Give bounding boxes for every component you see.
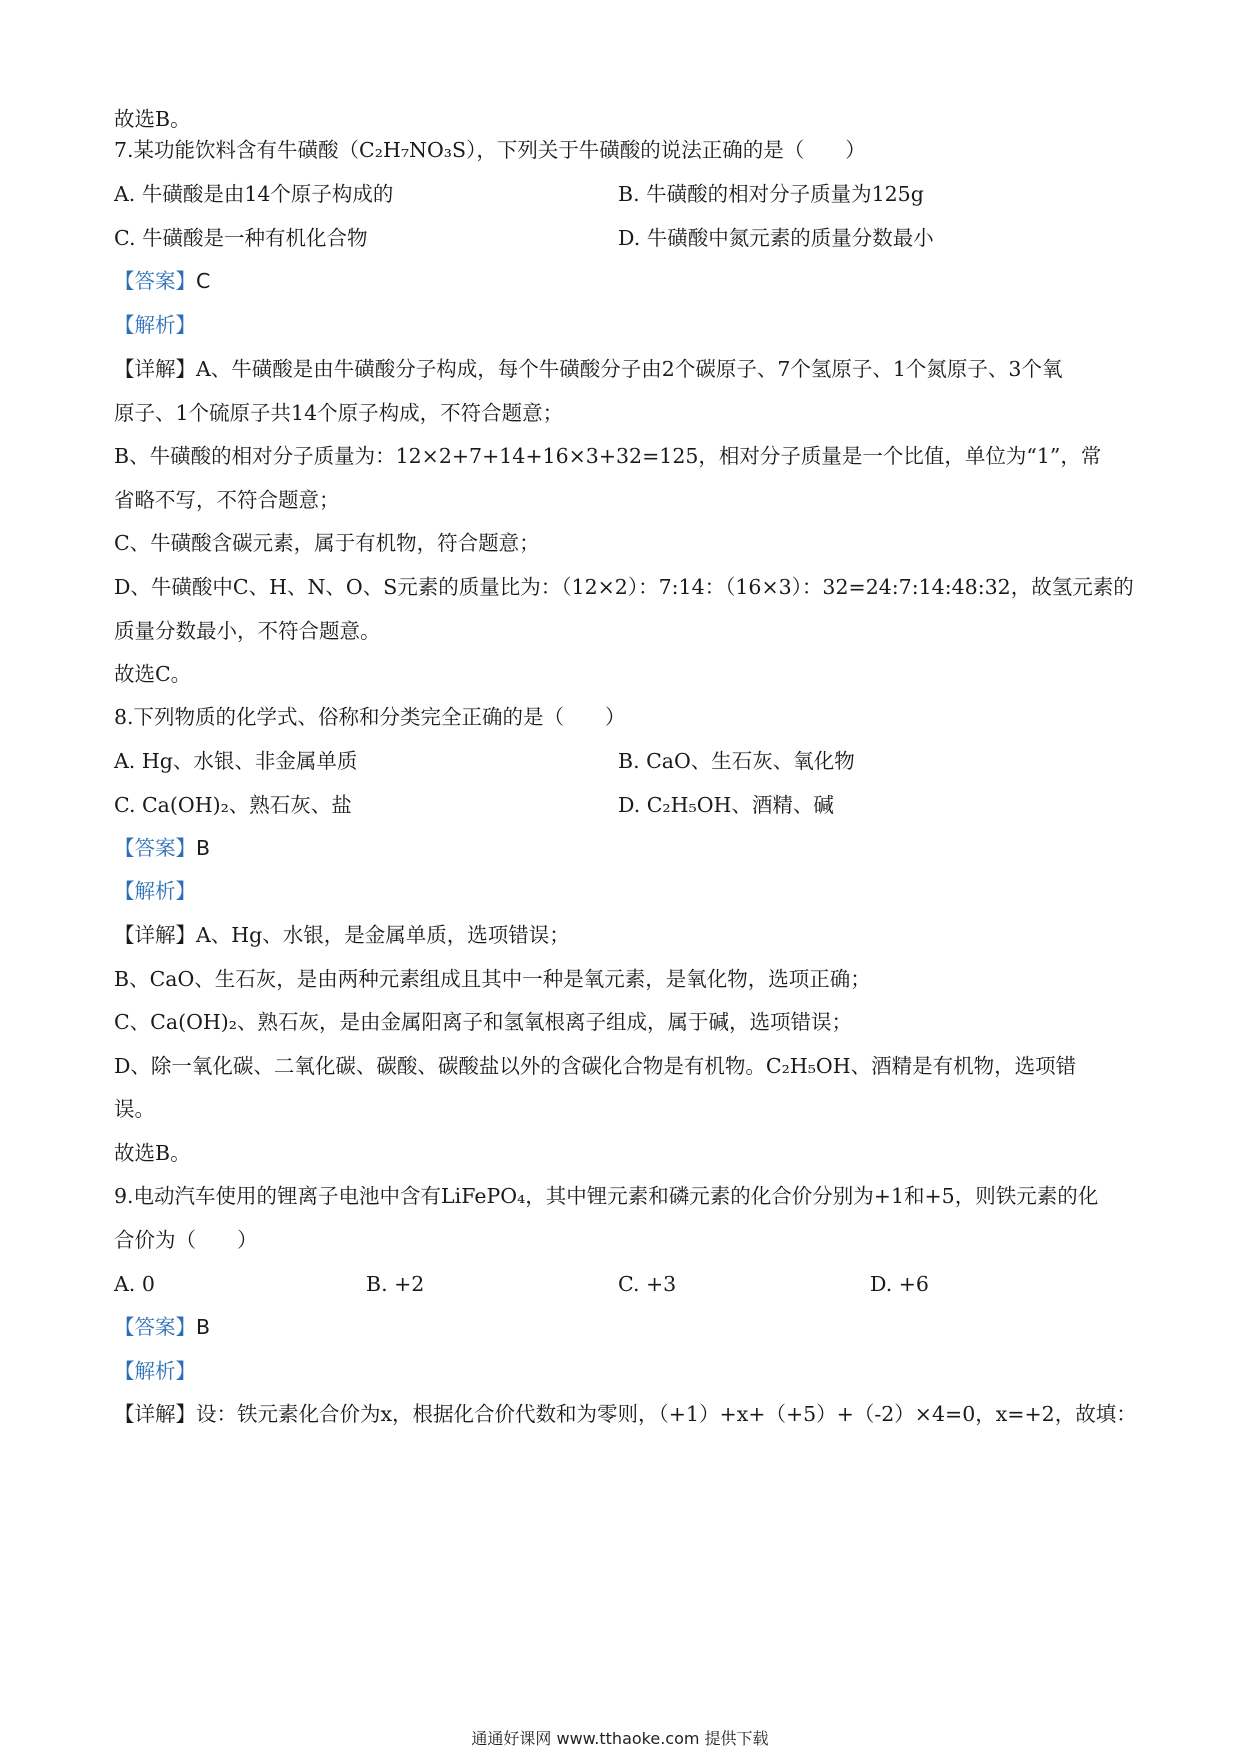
detail-tag: 【详解】 [114,357,196,381]
question-7-option-d: D. 牛磺酸中氮元素的质量分数最小 [618,226,934,250]
question-8-option-b: B. CaO、生石灰、氧化物 [618,749,855,773]
question-9-option-c: C. +3 [618,1272,677,1296]
answer-value: B [196,1315,211,1339]
question-7-answer [114,267,210,295]
question-8-option-d: D. C₂H₅OH、酒精、碱 [618,793,834,817]
detail-tag: 【详解】 [114,1402,196,1426]
question-8-detail-line-3: C、Ca(OH)₂、熟石灰，是由金属阳离子和氢氧根离子组成，属于碱，选项错误； [114,1010,852,1034]
answer-value: C [196,269,211,293]
answer-tag: 【答案】 [114,269,196,293]
question-7-detail-line-1 [114,355,1062,383]
question-9-answer [114,1313,210,1341]
question-7-detail-line-3: B、牛磺酸的相对分子质量为：12×2+7+14+16×3+32=125，相对分子质量是一个比值，单位为“1”，常 [114,444,1102,468]
question-8-detail-line-5: 误。 [114,1097,155,1121]
question-8-option-c: C. Ca(OH)₂、熟石灰、盐 [114,793,352,817]
question-9-option-d: D. +6 [870,1272,929,1296]
question-7-detail-line-4: 省略不写，不符合题意； [114,488,340,512]
question-8-answer [114,834,210,862]
detail-text: A、Hg、水银，是金属单质，选项错误； [196,923,570,947]
question-9-detail-line-1 [114,1400,1137,1428]
question-9-stem-line-2: 合价为（ ） [114,1228,258,1252]
question-7-option-c: C. 牛磺酸是一种有机化合物 [114,226,368,250]
question-8-detail-line-2: B、CaO、生石灰，是由两种元素组成且其中一种是氧元素，是氧化物，选项正确； [114,967,871,991]
question-9-analysis-tag: 【解析】 [114,1359,196,1383]
detail-text: A、牛磺酸是由牛磺酸分子构成，每个牛磺酸分子由2个碳原子、7个氢原子、1个氮原子、3个氧 [196,357,1063,381]
detail-text: 设：铁元素化合价为x，根据化合价代数和为零则，（+1）+x+（+5）+（-2）×4=0，x=+2，故填： [196,1402,1137,1426]
question-7-detail-line-5: C、牛磺酸含碳元素，属于有机物，符合题意； [114,531,540,555]
question-7-detail-line-6: D、牛磺酸中C、H、N、O、S元素的质量比为：（12×2）：7:14：（16×3）：32=24:7:14:48:32，故氢元素的 [114,575,1134,599]
question-8-conclusion: 故选B。 [114,1141,191,1165]
question-9-option-a: A. 0 [114,1272,155,1296]
detail-tag: 【详解】 [114,923,196,947]
question-7-analysis-tag: 【解析】 [114,313,196,337]
question-8-analysis-tag: 【解析】 [114,879,196,903]
answer-tag: 【答案】 [114,1315,196,1339]
answer-value: B [196,836,211,860]
question-8-detail-line-1 [114,921,570,949]
question-9-option-b: B. +2 [366,1272,425,1296]
question-7-stem: 7.某功能饮料含有牛磺酸（C₂H₇NO₃S），下列关于牛磺酸的说法正确的是（ ） [114,138,866,162]
question-7-detail-line-7: 质量分数最小，不符合题意。 [114,619,381,643]
question-7-option-b: B. 牛磺酸的相对分子质量为125g [618,182,924,206]
question-7-option-a: A. 牛磺酸是由14个原子构成的 [114,182,394,206]
previous-conclusion: 故选B。 [114,107,191,131]
question-8-option-a: A. Hg、水银、非金属单质 [114,749,358,773]
question-8-stem: 8.下列物质的化学式、俗称和分类完全正确的是（ ） [114,705,626,729]
answer-tag: 【答案】 [114,836,196,860]
page-footer: 通通好课网 www.tthaoke.com 提供下载 [471,1729,769,1748]
question-7-detail-line-2: 原子、1个硫原子共14个原子构成，不符合题意； [114,401,564,425]
question-9-stem-line-1: 9.电动汽车使用的锂离子电池中含有LiFePO₄，其中锂元素和磷元素的化合价分别为+1和+5，则铁元素的化 [114,1184,1099,1208]
question-8-detail-line-4: D、除一氧化碳、二氧化碳、碳酸、碳酸盐以外的含碳化合物是有机物。C₂H₅OH、酒精是有机物，选项错 [114,1054,1077,1078]
question-7-conclusion: 故选C。 [114,662,192,686]
